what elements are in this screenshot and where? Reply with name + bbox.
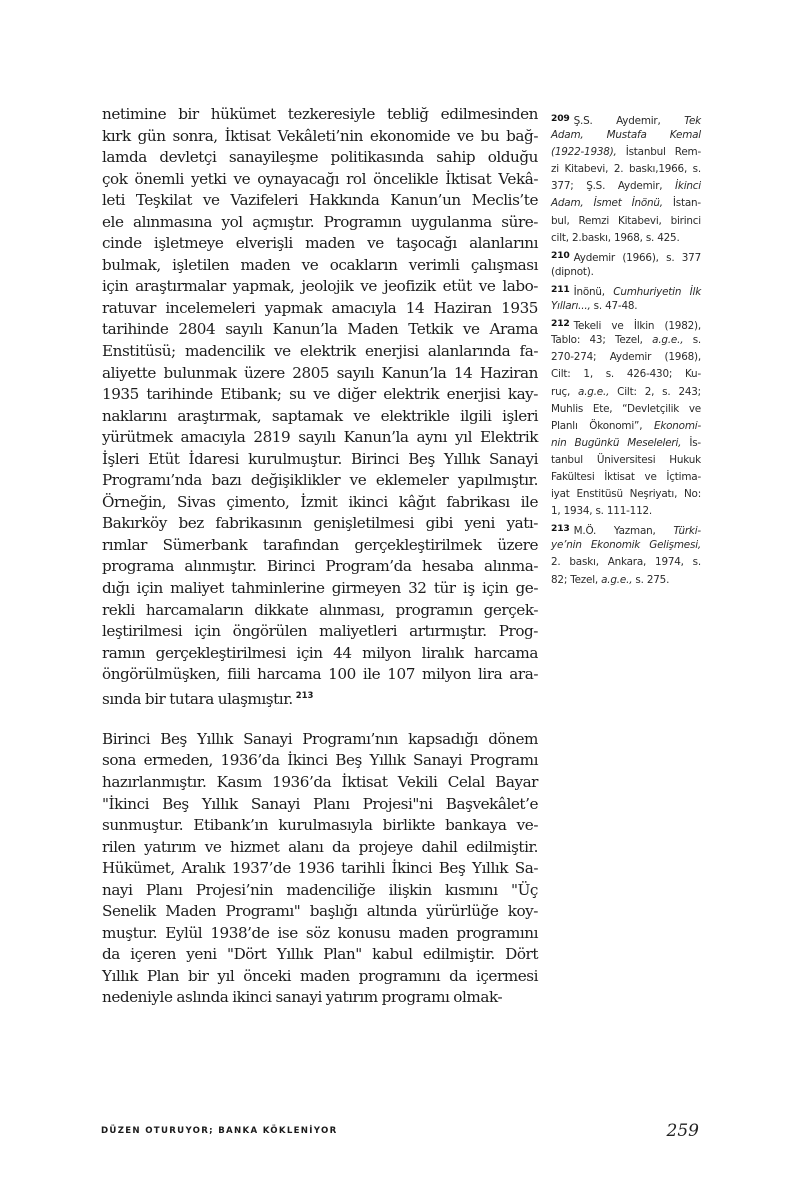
footnote-line: Muhlis Ete, “Devletçilik ve [551,402,701,415]
footnote-line: Yılları..., s. 47-48. [551,300,638,313]
text-line: çok önemli yetki ve oynayacağı rol öncelikle İktisat Vekâ- [102,169,538,188]
text-line: "İkinci Beş Yıllık Sanayi Planı Projesi"ni Başvekâlet’e [102,794,538,813]
text-line: nayi Planı Projesi’nin madenciliğe ilişkin kısmını "Üç [102,880,538,899]
footnote-reference[interactable]: 213 [295,690,314,701]
text-line: cinde işletmeye elverişli maden ve taşocağı alanlarını [102,234,538,253]
paragraph [102,729,538,1009]
text-line: netimine bir hükümet tezkeresiyle tebliğ edilmesinden [102,105,538,123]
text-line: dığı için maliyet tahminlerine girmeyen 32 tür iş için ge- [102,579,538,598]
text-line: rilen yatırım ve hizmet alanı da projeye dahil edilmiştir. [102,837,538,856]
text-line: Örneğin, Sivas çimento, İzmit ikinci kâğıt fabrikası ile [102,492,538,511]
footnote-line: Adam, İsmet İnönü, İstan- [551,197,701,210]
text-line: bulmak, işletilen maden ve ocakların verimli çalışması [102,255,538,274]
text-line: Programı’nda bazı değişiklikler ve eklemeler yapılmıştır. [102,471,538,490]
footnote-number: 212 [551,318,570,330]
footnote-line [551,127,701,144]
italic-title: (1922-1938), [551,146,617,159]
text-line: Bakırköy bez fabrikasının genişletilmesi gibi yeni yatı- [102,514,538,533]
text-line: için araştırmalar yapmak, jeolojik ve jeofizik etüt ve labo- [102,277,538,296]
text-line: Senelik Maden Programı" başlığı altında yürürlüğe koy- [102,902,538,921]
footnote-line: iyat Enstitüsü Neşriyatı, No: [551,488,701,501]
main-text-column [102,104,538,1009]
footnote-210 [551,247,701,281]
text-line: Yıllık Plan bir yıl önceki maden programını da içermesi [102,966,538,985]
italic-title: Adam, İsmet İnönü, [551,197,663,210]
footnote-number: 213 [551,523,570,535]
text-line: Birinci Beş Yıllık Sanayi Programı’nın kapsadığı dönem [102,729,538,748]
text-line: ramın gerçekleştirilmesi için 44 milyon liralık harcama [102,643,538,662]
text-line: nedeniyle aslında ikinci sanayi yatırım programı olmak- [102,988,503,1007]
text-line: Hükümet, Aralık 1937’de 1936 tarihli İkinci Beş Yıllık Sa- [102,859,538,878]
footnote-line: 2. baskı, Ankara, 1974, s. [551,556,701,569]
text-line: İşleri Etüt İdaresi kurulmuştur. Birinci Beş Yıllık Sanayi [102,449,538,468]
footnote-line: 377; Ş.S. Aydemir, İkinci [551,180,701,193]
footnote-line: 209 Ş.S. Aydemir, Tek [551,113,701,127]
footnote-line: 82; Tezel, a.g.e., s. 275. [551,573,670,586]
footnote-line: Tablo: 43; Tezel, a.g.e., s. [551,334,702,347]
footnote-line: Planlı Ökonomi”, Ekonomi- [551,419,701,432]
footnote-213 [551,520,701,588]
footnote-number: 211 [551,283,570,295]
italic-title: İkinci [675,180,701,193]
italic-title: ye’nin Ekonomik Gelişmesi, [551,539,701,552]
text-line: muştur. Eylül 1938’de ise söz konusu maden programını [102,923,538,942]
footnote-line: 1, 1934, s. 111-112. [551,505,653,518]
footnote-line: 213 M.Ö. Yazman, Türki- [551,523,701,538]
footnotes-column [551,110,701,589]
text-line: rımlar Sümerbank tarafından gerçekleştirilmek üzere [102,535,538,554]
page-number: 259 [666,1121,699,1141]
paragraph-gap [102,707,538,729]
footnote-212 [551,315,701,520]
text-line: ele alınmasına yol açmıştır. Programın uygulanma süre- [102,212,538,231]
footnote-line: cilt, 2.baskı, 1968, s. 425. [551,231,680,244]
text-line: da içeren yeni "Dört Yıllık Plan" kabul edilmiştir. Dört [102,945,538,964]
footnote-line: tanbul Üniversitesi Hukuk [551,453,701,466]
text-line: rekli harcamaların dikkate alınması, programın gerçek- [102,600,538,619]
footnote-line: 270-274; Aydemir (1968), [551,351,701,364]
footnote-line: zi Kitabevi, 2. baskı,1966, s. [551,163,701,176]
italic-title: Adam, Mustafa Kemal [551,129,701,142]
footnote-line: 211 İnönü, Cumhuriyetin İlk [551,283,702,298]
text-line: programa alınmıştır. Birinci Program’da hesaba alınma- [102,557,538,576]
italic-title: Yılları..., [551,300,591,313]
text-line: leştirilmesi için öngörülen maliyetleri artırmıştır. Prog- [102,622,538,641]
text-line: 1935 tarihinde Etibank; su ve diğer elektrik enerjisi kay- [102,385,538,404]
text-line: sunmuştur. Etibank’ın kurulmasıyla birlikte bankaya ve- [102,816,538,835]
italic-title: a.g.e., [601,573,633,586]
footnote-number: 209 [551,113,570,124]
text-line: yürütmek amacıyla 2819 sayılı Kanun’la aynı yıl Elektrik [102,428,538,447]
footnote-line: (1922-1938), İstanbul Rem- [551,146,701,159]
text-line: naklarını araştırmak, saptamak ve elektrikle ilgili işleri [102,406,538,425]
italic-title: Tek [684,115,701,127]
text-line: aliyette bulunmak üzere 2805 sayılı Kanun’la 14 Haziran [102,363,538,382]
italic-title: Cumhuriyetin İlk [613,285,702,298]
footnote-number: 210 [551,249,570,261]
footnote-line: (dipnot). [551,265,594,278]
footnote-line: Cilt: 1, s. 426-430; Ku- [551,368,701,381]
text-line: sında bir tutara ulaşmıştır. $^{213}$ [102,689,314,708]
text-line: hazırlanmıştır. Kasım 1936’da İktisat Vekili Celal Bayar [102,772,538,791]
text-line: sona ermeden, 1936’da İkinci Beş Yıllık Sanayi Programı [102,751,538,770]
footnote-line: ruç, a.g.e., Cilt: 2, s. 243; [551,385,701,398]
footnote-line: bul, Remzi Kitabevi, birinci [551,214,701,227]
text-line: Enstitüsü; madencilik ve elektrik enerjisi alanlarında fa- [102,342,538,361]
text-line: leti Teşkilat ve Vazifeleri Hakkında Kanun’un Meclis’te [102,191,538,210]
text-line: öngörülmüşken, fiili harcama 100 ile 107 milyon lira ara- [102,665,538,684]
italic-title: Ekonomi- [653,419,701,432]
footnote-line: 212 Tekeli ve İlkin (1982), [551,318,701,333]
text-line: ratuvar incelemeleri yapmak amacıyla 14 Haziran 1935 [102,298,538,317]
footnote-line: Fakültesi İktisat ve İçtima- [551,470,701,483]
text-line: lamda devletçi sanayileşme politikasında sahip olduğu [102,148,538,167]
footnote-line: 210 Aydemir (1966), s. 377 [551,249,701,264]
italic-title: nin Bugünkü Meseleleri, [551,436,682,449]
footnote-209 [551,110,701,247]
text-line: kırk gün sonra, İktisat Vekâleti’nin ekonomide ve bu bağ- [102,126,538,145]
italic-title: a.g.e., [578,385,610,398]
footnote-line: nin Bugünkü Meseleleri, İs- [551,436,701,449]
text-line: tarihinde 2804 sayılı Kanun’la Maden Tetkik ve Arama [102,320,538,339]
footnote-line [551,537,701,554]
italic-title: Türki- [673,525,701,538]
running-footer: DÜZEN OTURUYOR; BANKA KÖKLENİYOR [101,1126,338,1136]
footnote-211 [551,281,701,315]
italic-title: a.g.e., [652,334,684,347]
paragraph [102,104,538,707]
